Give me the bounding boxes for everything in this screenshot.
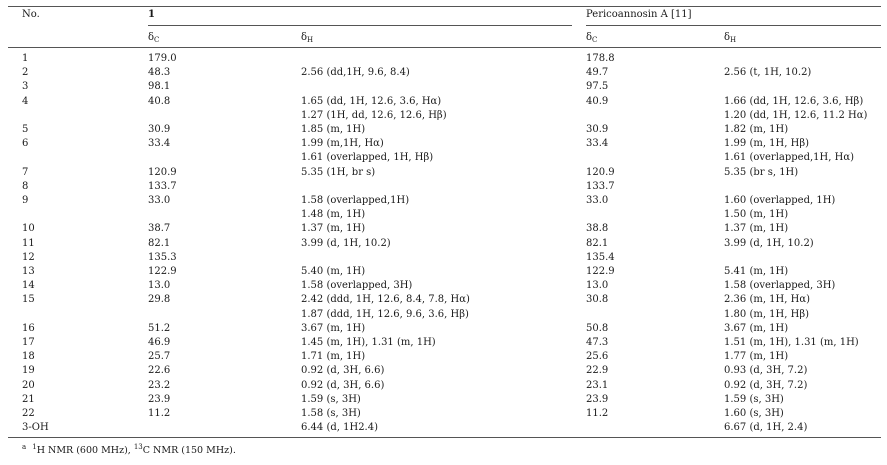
delta-c-compound-1: 179.0 [148, 53, 177, 64]
delta-c-compound-1: 98.1 [148, 81, 171, 93]
delta-c-reference: 22.9 [586, 365, 609, 377]
row-number: 22 [22, 408, 35, 419]
table-bottom-rule [8, 437, 881, 438]
row-number: 18 [22, 351, 35, 363]
delta-h-compound-1: 5.40 (m, 1H) [301, 266, 366, 277]
delta-h-compound-1: 3.99 (d, 1H, 10.2) [301, 237, 391, 249]
row-number: 15 [22, 294, 35, 306]
delta-c-compound-1: 23.2 [148, 379, 171, 391]
delta-c-compound-1: 120.9 [148, 166, 177, 178]
row-number: 13 [22, 266, 35, 277]
delta-c-compound-1: 133.7 [148, 180, 177, 192]
delta-h-reference: 1.51 (m, 1H), 1.31 (m, 1H) [724, 337, 859, 348]
row-number: 1 [22, 53, 29, 64]
row-number: 21 [22, 393, 35, 405]
row-number: 19 [22, 365, 35, 377]
header-no: No. [22, 9, 40, 20]
delta-c-reference: 23.1 [586, 379, 609, 391]
row-number: 16 [22, 322, 35, 334]
delta-c-compound-1: 46.9 [148, 337, 171, 348]
delta-c-reference: 25.6 [586, 351, 609, 363]
delta-h-compound-1: 1.48 (m, 1H) [301, 209, 366, 221]
footnote-sup-13: 13 [133, 443, 143, 451]
delta-h-compound-1: 1.71 (m, 1H) [301, 351, 366, 363]
reference-underline [586, 25, 881, 26]
row-number: 14 [22, 280, 35, 292]
delta-h-reference: 5.41 (m, 1H) [724, 266, 789, 277]
delta-c-compound-1: 13.0 [148, 280, 171, 292]
delta-h-reference: 6.67 (d, 1H, 2.4) [724, 422, 808, 434]
delta-h-compound-1: 1.65 (dd, 1H, 12.6, 3.6, Hα) [301, 95, 442, 107]
delta-h-reference: 1.58 (overlapped, 3H) [724, 280, 836, 292]
subheader-delta-h-1: $\delta_H$ [301, 32, 314, 44]
delta-h-compound-1: 1.37 (m, 1H) [301, 223, 366, 235]
row-number: 3 [22, 81, 29, 93]
delta-c-reference: 33.4 [586, 138, 609, 150]
delta-c-reference: 178.8 [586, 53, 615, 64]
delta-c-compound-1: 22.6 [148, 365, 171, 377]
delta-c-reference: 11.2 [586, 408, 609, 419]
delta-c-reference: 47.3 [586, 337, 609, 348]
footnote-sup-1: 1 [32, 443, 37, 451]
delta-h-reference: 3.99 (d, 1H, 10.2) [724, 237, 814, 249]
footnote-mark: a [22, 443, 27, 451]
table-top-rule [8, 6, 881, 7]
delta-c-compound-1: 38.7 [148, 223, 171, 235]
delta-h-compound-1: 1.99 (m,1H, Hα) [301, 138, 384, 150]
delta-c-reference: 120.9 [586, 166, 615, 178]
delta-h-compound-1: 2.56 (dd,1H, 9.6, 8.4) [301, 67, 410, 79]
header-compound-1: 1 [148, 9, 155, 20]
delta-h-compound-1: 1.45 (m, 1H), 1.31 (m, 1H) [301, 337, 436, 348]
header-bottom-rule [8, 47, 881, 48]
delta-h-compound-1: 1.58 (overlapped, 3H) [301, 280, 413, 292]
table-footnote [22, 445, 236, 456]
delta-h-compound-1: 1.59 (s, 3H) [301, 393, 361, 405]
delta-h-reference: 1.60 (s, 3H) [724, 408, 784, 419]
delta-c-compound-1: 51.2 [148, 322, 171, 334]
delta-c-compound-1: 48.3 [148, 67, 171, 79]
delta-c-reference: 38.8 [586, 223, 609, 235]
delta-h-compound-1: 2.42 (ddd, 1H, 12.6, 8.4, 7.8, Hα) [301, 294, 470, 306]
delta-h-compound-1: 0.92 (d, 3H, 6.6) [301, 379, 385, 391]
delta-h-compound-1: 1.58 (s, 3H) [301, 408, 361, 419]
footnote-text-1: H NMR (600 MHz), [36, 445, 134, 456]
delta-c-reference: 135.4 [586, 251, 615, 263]
delta-c-compound-1: 33.4 [148, 138, 171, 150]
header-reference: Pericoannosin A [11] [586, 9, 692, 20]
row-number: 9 [22, 195, 29, 206]
row-number: 7 [22, 166, 29, 178]
delta-h-reference: 1.60 (overlapped, 1H) [724, 195, 836, 206]
compound-1-underline [148, 25, 572, 26]
delta-h-reference: 1.77 (m, 1H) [724, 351, 789, 363]
footnote-text-2: C NMR (150 MHz). [142, 445, 236, 456]
delta-h-compound-1: 1.61 (overlapped, 1H, Hβ) [301, 152, 434, 164]
delta-c-compound-1: 135.3 [148, 251, 177, 263]
delta-h-reference: 0.93 (d, 3H, 7.2) [724, 365, 808, 377]
delta-h-compound-1: 6.44 (d, 1H2.4) [301, 422, 378, 434]
delta-h-compound-1: 1.85 (m, 1H) [301, 124, 366, 135]
subheader-delta-c-2: $\delta_C$ [586, 32, 598, 44]
delta-c-reference: 97.5 [586, 81, 609, 93]
delta-h-reference: 1.82 (m, 1H) [724, 124, 789, 135]
subheader-delta-c-1: $\delta_C$ [148, 32, 160, 44]
row-number: 10 [22, 223, 35, 235]
delta-c-reference: 30.8 [586, 294, 609, 306]
delta-c-reference: 133.7 [586, 180, 615, 192]
delta-c-compound-1: 33.0 [148, 195, 171, 206]
delta-c-reference: 40.9 [586, 95, 609, 107]
delta-c-compound-1: 11.2 [148, 408, 171, 419]
delta-h-compound-1: 1.27 (1H, dd, 12.6, 12.6, Hβ) [301, 109, 447, 121]
delta-h-compound-1: 1.87 (ddd, 1H, 12.6, 9.6, 3.6, Hβ) [301, 308, 469, 320]
delta-h-reference: 0.92 (d, 3H, 7.2) [724, 379, 808, 391]
row-number: 8 [22, 180, 29, 192]
row-number: 17 [22, 337, 35, 348]
delta-h-reference: 1.99 (m, 1H, Hβ) [724, 138, 810, 150]
delta-h-reference: 1.66 (dd, 1H, 12.6, 3.6, Hβ) [724, 95, 864, 107]
delta-h-compound-1: 1.58 (overlapped,1H) [301, 195, 410, 206]
delta-h-reference: 3.67 (m, 1H) [724, 322, 789, 334]
delta-h-reference: 5.35 (br s, 1H) [724, 166, 799, 178]
row-number: 3-OH [22, 422, 49, 434]
row-number: 11 [22, 237, 35, 249]
delta-c-reference: 122.9 [586, 266, 615, 277]
delta-c-reference: 49.7 [586, 67, 609, 79]
delta-c-compound-1: 25.7 [148, 351, 171, 363]
row-number: 2 [22, 67, 29, 79]
delta-h-compound-1: 3.67 (m, 1H) [301, 322, 366, 334]
row-number: 20 [22, 379, 35, 391]
delta-h-compound-1: 0.92 (d, 3H, 6.6) [301, 365, 385, 377]
delta-h-reference: 1.20 (dd, 1H, 12.6, 11.2 Hα) [724, 109, 868, 121]
delta-h-reference: 1.61 (overlapped,1H, Hα) [724, 152, 854, 164]
row-number: 4 [22, 95, 29, 107]
delta-h-reference: 2.56 (t, 1H, 10.2) [724, 67, 812, 79]
delta-h-compound-1: 5.35 (1H, br s) [301, 166, 376, 178]
delta-h-reference: 2.36 (m, 1H, Hα) [724, 294, 811, 306]
delta-h-reference: 1.50 (m, 1H) [724, 209, 789, 221]
delta-c-reference: 13.0 [586, 280, 609, 292]
subheader-delta-h-2: $\delta_H$ [724, 32, 737, 44]
delta-h-reference: 1.59 (s, 3H) [724, 393, 784, 405]
delta-h-reference: 1.80 (m, 1H, Hβ) [724, 308, 810, 320]
row-number: 6 [22, 138, 29, 150]
row-number: 12 [22, 251, 35, 263]
delta-c-reference: 23.9 [586, 393, 609, 405]
delta-c-reference: 30.9 [586, 124, 609, 135]
delta-c-compound-1: 30.9 [148, 124, 171, 135]
delta-c-compound-1: 40.8 [148, 95, 171, 107]
delta-c-reference: 82.1 [586, 237, 609, 249]
delta-c-compound-1: 29.8 [148, 294, 171, 306]
delta-c-compound-1: 82.1 [148, 237, 171, 249]
row-number: 5 [22, 124, 29, 135]
delta-c-reference: 33.0 [586, 195, 609, 206]
delta-c-compound-1: 122.9 [148, 266, 177, 277]
delta-c-reference: 50.8 [586, 322, 609, 334]
delta-c-compound-1: 23.9 [148, 393, 171, 405]
delta-h-reference: 1.37 (m, 1H) [724, 223, 789, 235]
